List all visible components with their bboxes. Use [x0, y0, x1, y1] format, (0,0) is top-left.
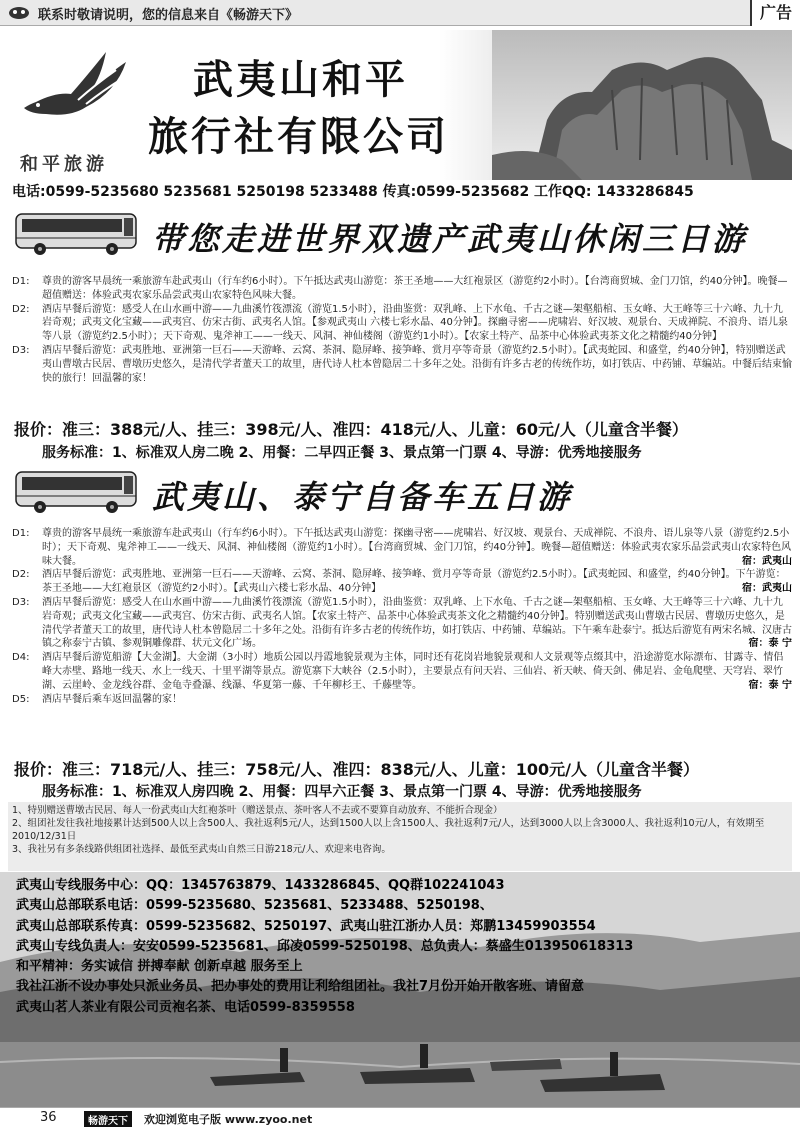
page-footer [0, 1107, 800, 1127]
day-label: D3: [12, 344, 30, 356]
overnight-location: 宿：武夷山 [742, 583, 792, 595]
itinerary-day [12, 568, 792, 596]
contact-line: 武夷山专线负责人：安安0599-5235681、邱凌0599-5250198、总负责人：蔡盛生013950618313 [16, 938, 634, 954]
company-header [8, 30, 792, 180]
day-description: 尊贵的游客早晨统一乘旅游车赴武夷山（行车约6小时）。下午抵达武夷山游览：茶王圣地——大红袍景区（游览约2小时）。【台湾商贸城、金门刀馆，约40分钟】。晚餐—超值赠送：体验武夷农家乐品尝武夷山农家特色风味大餐。 [42, 276, 788, 301]
source-notice: 联系时敬请说明，您的信息来自《畅游天下》 [38, 8, 299, 23]
bus-icon [12, 466, 142, 516]
day-description [42, 651, 792, 692]
itinerary-day [12, 596, 792, 651]
day-label: D5: [12, 693, 30, 705]
tour2-service: 服务标准：1、标准双人房四晚 2、用餐：四早六正餐 3、景点第一门票 4、导游：优秀地接服务 [42, 784, 642, 800]
day-label: D2: [12, 303, 30, 315]
overnight-location: 宿：泰 宁 [748, 638, 792, 650]
note-item: 2、组团社发往我社地接累计达到500人以上含500人、我社返利5元/人，达到1500人以上含1500人、我社返利7元/人，达到3000人以上含3000人、我社返利10元/人，有效期至2010/12/31日 [12, 818, 765, 842]
contact-line: 武夷山总部联系电话：0599-5235680、5235681、5233488、5250198、 [16, 898, 493, 914]
tour2-title: 武夷山、泰宁自备车五日游 [152, 478, 573, 516]
day-label: D3: [12, 596, 30, 608]
page-number: 36 [40, 1110, 57, 1125]
dove-logo-icon [16, 32, 136, 142]
note-item: 1、特别赠送曹墩古民居、每人一份武夷山大红袍茶叶（赠送景点、茶叶客人不去或不要算自动放弃、不能折合现金） [12, 805, 503, 816]
brand-tagline: 和平旅游 [20, 154, 108, 175]
day-description-text: 尊贵的游客早晨统一乘旅游车赴武夷山（行车约6小时）。下午抵达武夷山游览：探幽寻密——虎啸岩、好汉坡、观景台、天成禅院、不浪舟、语儿泉等八景（游览约2.5小时）；天下奇观、鬼斧神工——一线天、风洞、神仙楼阁（游览约1小时）。【台湾商贸城、金门刀馆，约40分钟】。晚餐—超值赠送：体验武夷农家乐品尝武夷山农家特色风味大餐。 [42, 528, 792, 567]
contact-line: 武夷山专线服务中心：QQ：1345763879、1433286845、QQ群102241043 [16, 878, 505, 893]
itinerary-day [12, 303, 792, 344]
day-label: D2: [12, 569, 30, 581]
day-description [42, 596, 792, 651]
magazine-logo-icon [8, 4, 30, 20]
itinerary-day [12, 275, 792, 303]
contact-section [0, 872, 800, 1107]
tour1-itinerary [12, 275, 792, 385]
tour1-banner [12, 204, 792, 262]
bus-icon [12, 208, 142, 258]
day-description-text: 酒店早餐后游览：武夷胜地、亚洲第一巨石——天游峰、云窝、茶洞、隐屏峰、接笋峰、赏月亭等奇景（游览约2.5小时）。【武夷蛇园、和盛堂，约40分钟】。下午游览：茶王圣地——大红袍景区（游览约2小时）。【武夷山六楼七彩水晶、40分钟】 [42, 569, 786, 595]
top-bar [0, 0, 800, 26]
website-link[interactable]: 欢迎浏览电子版 www.zyoo.net [144, 1113, 313, 1126]
contact-line: 武夷山总部联系传真：0599-5235682、5250197、武夷山驻江浙办人员：郑鹏13459903554 [16, 918, 596, 934]
contact-line: 武夷山茗人茶业有限公司贡袍名茶、电话0599-8359558 [16, 999, 355, 1015]
publication-tag: 畅游天下 [84, 1111, 132, 1127]
contact-lines [16, 876, 796, 1018]
day-label: D1: [12, 276, 30, 287]
notes-box [8, 802, 792, 871]
day-description-text: 酒店早餐后游览：感受人在山水画中游——九曲溪竹筏漂流（游览1.5小时），沿曲鉴赏：双乳峰、上下水龟、千古之谜—架壑船棺、玉女峰、大王峰等三十六峰、九十九岩奇观；武夷文化宝藏——武夷宫、仿宋古街、武夷名人馆。【农家土特产、品茶中心体验武夷茶文化之精髓约40分钟】。特别赠送武夷山曹墩古民居、曹墩历史悠久，是清代学者董天工的故里，唐代诗人杜本曾隐居二十多年之处。沿街有许多古老的传统作坊，如打铁店、中药铺、草编站。下午乘车赴泰宁。抵达后游览有两宋名城、汉唐古镇之称泰宁古镇、参观铜雕像群、状元文化广场。 [42, 596, 792, 650]
contact-bar: 电话:0599-5235680 5235681 5250198 5233488 传真:0599-5235682 工作QQ: 1433286845 [12, 184, 694, 200]
note-item: 3、我社另有多条线路供组团社选择、最低至武夷山自然三日游218元/人、欢迎来电咨询。 [12, 844, 391, 855]
itinerary-day [12, 527, 792, 568]
tour2-itinerary [12, 527, 792, 706]
day-description [42, 527, 792, 568]
company-name-line1: 武夷山和平 [193, 56, 408, 103]
itinerary-day [12, 693, 792, 707]
ad-label: 广告 [750, 0, 800, 26]
contact-line: 和平精神：务实诚信 拼搏奉献 创新卓越 服务至上 [16, 959, 303, 975]
contact-line: 我社江浙不设办事处只派业务员、把办事处的费用让利给组团社。我社7月份开始开散客班、请留意 [16, 979, 585, 995]
day-label: D4: [12, 652, 30, 664]
mountain-photo [492, 30, 792, 180]
overnight-location: 宿：泰 宁 [748, 679, 792, 691]
day-description [42, 568, 792, 596]
tour1-price: 报价：准三：388元/人、挂三：398元/人、准四：418元/人、儿童：60元/人（儿童含半餐） [14, 420, 688, 439]
day-description: 酒店早餐后游览：感受人在山水画中游——九曲溪竹筏漂流（游览1.5小时），沿曲鉴赏：双乳峰、上下水龟、千古之谜—架壑船棺、玉女峰、大王峰等三十六峰、九十九岩奇观；武夷文化宝藏——武夷宫、仿宋古街、武夷名人馆。【参观武夷山 六楼七彩水晶、40分钟】。探幽寻密——虎啸岩、好汉坡、观景台、天成禅院、不浪舟、语儿泉等八景（游览约2.5小时）；天下奇观、鬼斧神工——一线天、风洞、神仙楼阁（游览约1小时）。【农家土特产、品茶中心体验武夷茶文化之精髓约40分钟】 [42, 303, 788, 343]
day-description: 酒店早餐后游览：武夷胜地、亚洲第一巨石——天游峰、云窝、茶洞、隐屏峰、接笋峰、赏月亭等奇景（游览约2.5小时）。【武夷蛇园、和盛堂，约40分钟】，特别赠送武夷山曹墩古民居、曹墩历史悠久，是清代学者董天工的故里，唐代诗人杜本曾隐居二十多年之处。沿街有许多古老的传统作坊，如打铁店、中药铺、草编站。中餐后结束愉快的旅行！回温馨的家！ [42, 344, 792, 384]
tour2-banner [12, 462, 792, 520]
tour2-price: 报价：准三：718元/人、挂三：758元/人、准四：838元/人、儿童：100元/人（儿童含半餐） [14, 760, 699, 779]
itinerary-day [12, 651, 792, 692]
itinerary-day [12, 344, 792, 385]
day-description-text: 酒店早餐后游览船游【大金湖】。大金湖（3小时）地质公园以丹霞地貌景观为主体，同时还有花岗岩地貌景观和人文景观等点缀其中，沿途游览水际漂布、甘露寺、情侣峰大赤壁、路地一线天、水上一线天、十里平湖等景点。游览寨下大峡谷（2.5小时），主要景点有问天岩、三仙岩、祈天峡、倚天剑、佛足岩、金龟爬壁、天穹岩、翠竹湖、云崖岭、金龙线谷群、金龟寺叠瀑、线瀑、华夏第一藤、千年柳杉王、千藤壁等。 [42, 652, 784, 691]
overnight-location: 宿：武夷山 [742, 555, 792, 567]
day-label: D1: [12, 528, 30, 539]
day-description: 酒店早餐后乘车返回温馨的家！ [42, 693, 182, 705]
company-name-line2: 旅行社有限公司 [148, 113, 449, 160]
tour1-service: 服务标准：1、标准双人房二晚 2、用餐：二早四正餐 3、景点第一门票 4、导游：优秀地接服务 [42, 445, 642, 461]
tour1-title: 带您走进世界双遗产武夷山休闲三日游 [152, 220, 748, 258]
